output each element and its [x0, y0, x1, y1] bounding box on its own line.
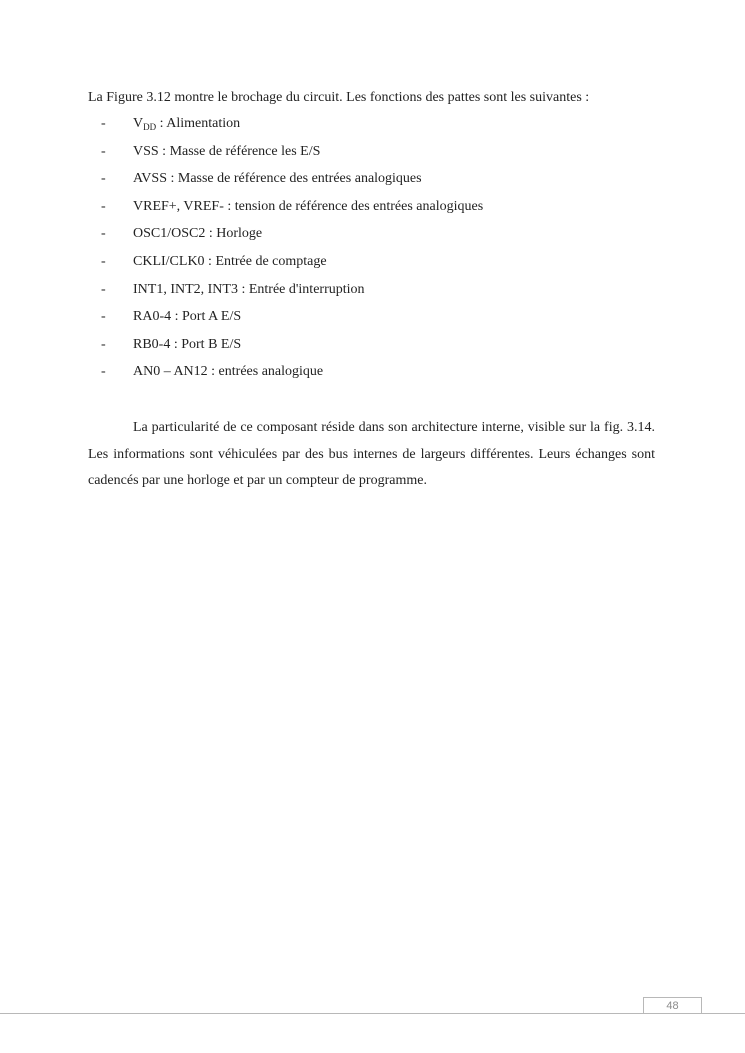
list-item — [88, 114, 658, 142]
bullet-dash: - — [101, 309, 106, 325]
bullet-dash: - — [101, 253, 106, 269]
list-item-text: AVSS : Masse de référence des entrées analogiques — [133, 171, 422, 187]
list-item-text: VREF+, VREF- : tension de référence des entrées analogiques — [133, 198, 484, 214]
footer-rule — [0, 1013, 745, 1014]
list-item-text: OSC1/OSC2 : Horloge — [133, 226, 263, 242]
list-item — [88, 362, 658, 390]
architecture-paragraph: La particularité de ce composant réside dans son architecture interne, visible sur la fig. 3.14. Les informations sont véhiculées par des bus internes de largeurs différentes. Leurs échanges sont cadencés par une horloge et par un compteur de programme. — [88, 420, 655, 488]
pin-function-list — [88, 114, 658, 390]
list-item — [88, 335, 658, 363]
vdd-label: V — [133, 116, 144, 131]
list-item-text: INT1, INT2, INT3 : Entrée d'interruption — [133, 281, 365, 297]
bullet-dash: - — [101, 198, 106, 214]
list-item — [88, 142, 658, 170]
list-item — [88, 197, 658, 225]
list-item-text: RB0-4 : Port B E/S — [133, 336, 242, 352]
bullet-dash: - — [101, 281, 106, 297]
list-item — [88, 307, 658, 335]
bullet-dash: - — [101, 171, 106, 187]
list-item-text — [133, 114, 240, 137]
list-item-text: AN0 – AN12 : entrées analogique — [133, 364, 324, 380]
bullet-dash: - — [101, 143, 106, 159]
page-number: 48 — [643, 997, 702, 1013]
list-item — [88, 169, 658, 197]
list-item — [88, 252, 658, 280]
vdd-subscript: DD — [143, 122, 157, 132]
vdd-description: : Alimentation — [156, 116, 241, 131]
list-item — [88, 280, 658, 308]
bullet-dash: - — [101, 336, 106, 352]
list-item-text: CKLI/CLK0 : Entrée de comptage — [133, 253, 327, 269]
bullet-dash: - — [101, 116, 106, 131]
list-item-text: VSS : Masse de référence les E/S — [133, 143, 321, 159]
intro-sentence: La Figure 3.12 montre le brochage du circuit. Les fonctions des pattes sont les suivantes : — [88, 90, 590, 105]
bullet-dash: - — [101, 226, 106, 242]
bullet-dash: - — [101, 364, 106, 380]
list-item — [88, 224, 658, 252]
list-item-text: RA0-4 : Port A E/S — [133, 309, 242, 325]
